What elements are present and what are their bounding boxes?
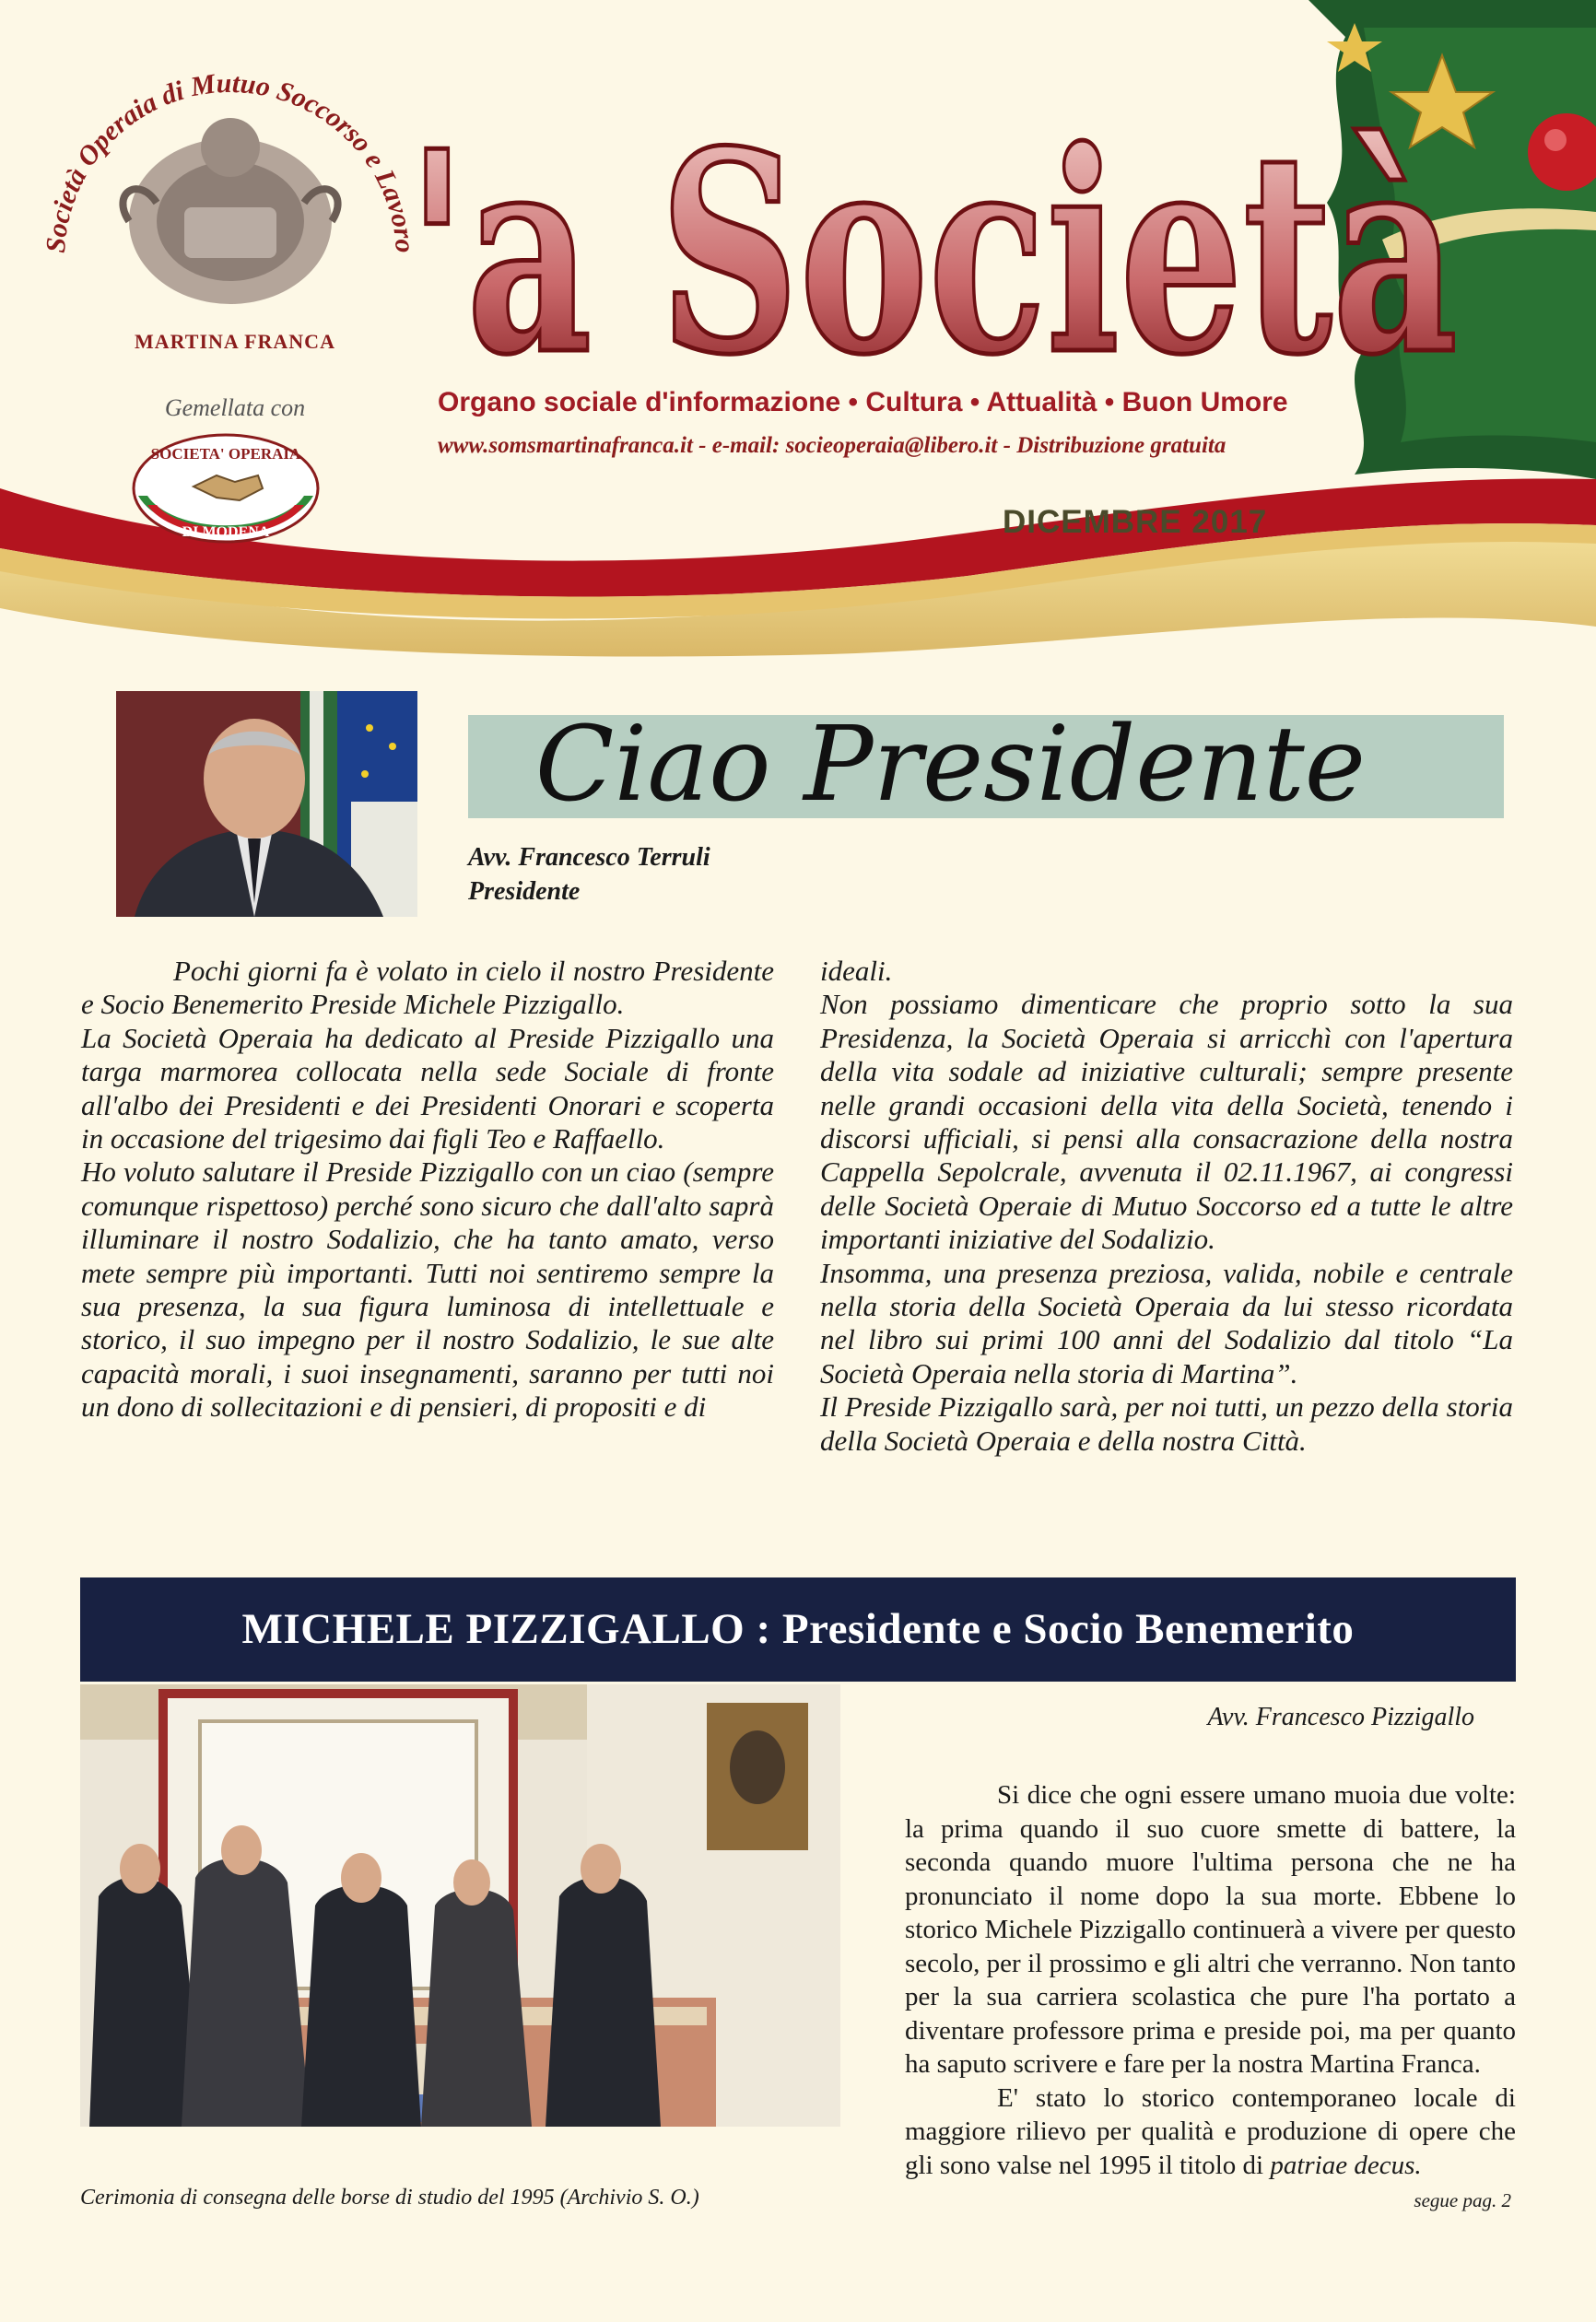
article2-byline: Avv. Francesco Pizzigallo (1207, 1703, 1474, 1731)
city-name: MARTINA FRANCA (135, 330, 335, 353)
newspaper-title (405, 46, 1511, 405)
paragraph: ideali. (820, 955, 893, 987)
president-portrait-photo (116, 691, 417, 917)
continued-on-page: segue pag. 2 (1414, 2189, 1511, 2211)
paragraph: Ho voluto salutare il Preside Pizzigallo con un ciao (sempre comunque rispettoso) perché sono sicuro che dall'alto saprà illuminare il nostro Sodalizio, che ha tanto amato, verso mete sempre più importanti. Tutti noi sentiremo sempre la sua presenza, la sua figura luminosa di intellettuale e storico, il suo impegno per il nostro Sodalizio, le sue alte capacità morali, i suoi insegnamenti, saranno per tutti noi un dono di sollecitazioni e di pensieri, di propositi e di (81, 1155, 774, 1424)
article-byline (468, 840, 929, 909)
paragraph: Non possiamo dimenticare che proprio sotto la sua Presidenza, la Società Operaia si arricchì con l'apertura della vita sodale ad iniziative culturali; sempre presente nelle grandi occasioni della vita della Società, tenendo i discorsi ufficiali, si pensi alla consacrazione della nostra Cappella Sepolcrale, avvenuta il 02.11.1967, ai congressi delle Società Operaie di Mutuo Soccorso ed a tutte le altre importanti iniziative del Sodalizio. (820, 988, 1513, 1256)
paragraph: Insomma, una presenza preziosa, valida, nobile e centrale nella storia della Società Operaia da lui stesso ricordata nel libro sui primi 100 anni del Sodalizio dal titolo “La Società Operaia nella storia di Martina”. (820, 1256, 1513, 1390)
paragraph: Si dice che ogni essere umano muoia due volte: la prima quando il suo cuore smette di battere, la seconda quando muore l'ultima persona che ne ha pronunciato il nome dopo la sua morte. Ebbene lo storico Michele Pizzigallo continuerà a vivere per questo secolo, per il prossimo e gli altri che verranno. Non tanto per la sua carriera scolastica che pure l'ha portato a diventare professore prima e preside poi, ma per quanto ha saputo scrivere e fare per la nostra Martina Franca. (905, 1780, 1516, 2079)
paragraph: La Società Operaia ha dedicato al Preside Pizzigallo una targa marmorea collocata nella sede Sociale di fronte all'albo dei Presidenti e dei Presidenti Onorari e scoperta in occasione del trigesimo dai figli Teo e Raffaello. (81, 1021, 774, 1155)
badge-top-text: SOCIETA' OPERAIA (150, 445, 301, 463)
byline-role: Presidente (468, 877, 581, 906)
paragraph: Il Preside Pizzigallo sarà, per noi tutti, un pezzo della storia della Società Operaia e della nostra Città. (820, 1390, 1513, 1457)
crest-icon (123, 118, 337, 304)
badge-bottom-text: DI MODENA (182, 524, 270, 540)
masthead-contacts: www.somsmartinafranca.it - e-mail: socieoperaia@libero.it - Distribuzione gratuita (438, 433, 1226, 458)
modena-society-badge (129, 431, 323, 546)
paragraph: Pochi giorni fa è volato in cielo il nostro Presidente e Socio Benemerito Preside Michele Pizzigallo. (81, 955, 774, 1021)
issue-date: DICEMBRE 2017 (1003, 504, 1268, 540)
article2-body (905, 1778, 1516, 2182)
masthead-subtitle: Organo sociale d'informazione • Cultura • Attualità • Buon Umore (438, 387, 1288, 417)
section-title: MICHELE PIZZIGALLO : Presidente e Socio Benemerito (241, 1605, 1355, 1653)
article-column-1 (81, 955, 774, 1425)
title-text: 'a Società (407, 90, 1458, 405)
twinned-with-label: Gemellata con (164, 394, 306, 421)
ceremony-photo (80, 1684, 840, 2127)
article-column-2 (820, 955, 1513, 1458)
byline-name: Avv. Francesco Terruli (468, 843, 710, 872)
emblem-arc-text: Società Operaia di Mutuo Soccorso e Lavoro (40, 67, 421, 254)
paragraph (905, 2082, 1516, 2183)
article-headline: Ciao Presidente (534, 705, 1366, 825)
paragraph-text: E' stato lo storico contemporaneo locale di maggiore rilievo per qualità e produzione di opere che gli sono valse nel 1995 il titolo di (905, 2082, 1516, 2180)
photo-caption: Cerimonia di consegna delle borse di studio del 1995 (Archivio S. O.) (80, 2186, 699, 2210)
latin-phrase: patriae decus. (1270, 2150, 1422, 2180)
society-emblem-logo (37, 46, 424, 322)
